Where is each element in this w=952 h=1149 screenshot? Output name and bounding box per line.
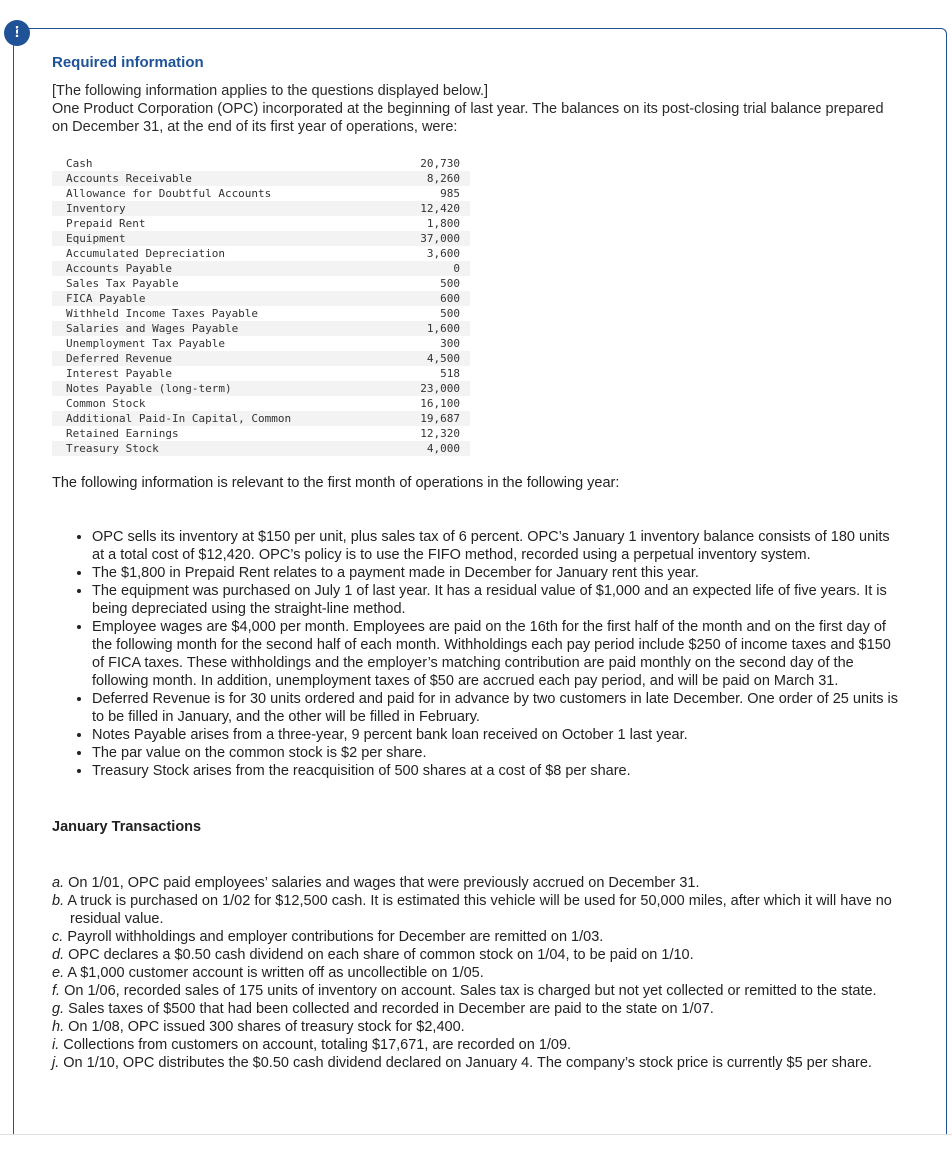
account-amount: 12,420	[396, 201, 470, 216]
list-item: • The $1,800 in Prepaid Rent relates to a payment made in December for January rent this year.	[92, 564, 902, 582]
transaction-letter: h.	[52, 1019, 65, 1035]
account-name: Allowance for Doubtful Accounts	[66, 187, 272, 200]
transaction-item	[52, 928, 902, 946]
table-row	[52, 171, 470, 186]
transaction-item	[52, 1054, 902, 1072]
transaction-text: On 1/10, OPC distributes the $0.50 cash dividend declared on January 4. The company’s stock price is currently $5 per share.	[63, 1055, 872, 1071]
transaction-text: Collections from customers on account, totaling $17,671, are recorded on 1/09.	[63, 1037, 572, 1053]
account-name: Notes Payable (long-term)	[52, 381, 396, 396]
account-name: Deferred Revenue	[52, 351, 396, 366]
table-row	[52, 231, 470, 246]
account-amount: 16,100	[420, 397, 460, 410]
table-row	[52, 441, 470, 456]
section-heading: January Transactions	[52, 819, 202, 835]
list-item: • The par value on the common stock is $2 per share.	[92, 744, 902, 762]
account-name: Treasury Stock	[52, 441, 396, 456]
transaction-letter: a.	[52, 875, 65, 891]
account-amount: 37,000	[396, 231, 470, 246]
account-name: Unemployment Tax Payable	[66, 337, 225, 350]
list-item: • Notes Payable arises from a three-year, 9 percent bank loan received on October 1 last year.	[92, 726, 902, 744]
divider	[0, 1134, 952, 1135]
transaction-letter: i.	[52, 1037, 60, 1053]
account-amount: 19,687	[396, 411, 470, 426]
table-row	[52, 261, 470, 276]
account-amount: 500	[440, 307, 460, 320]
account-amount: 23,000	[396, 381, 470, 396]
account-amount: 500	[440, 277, 460, 290]
transaction-letter: d.	[52, 947, 65, 963]
table-row	[52, 306, 470, 321]
transaction-text: Payroll withholdings and employer contributions for December are remitted on 1/03.	[67, 929, 604, 945]
transaction-letter: g.	[52, 1001, 65, 1017]
account-name: Accounts Payable	[52, 261, 396, 276]
transaction-letter: e.	[52, 965, 65, 981]
account-name: FICA Payable	[52, 291, 396, 306]
intro-description: One Product Corporation (OPC) incorporated at the beginning of last year. The balances on its post-closing trial balance prepared on December 31, at the end of its first year of operations, were:	[52, 101, 884, 135]
account-name: Prepaid Rent	[66, 217, 146, 230]
account-name: Sales Tax Payable	[66, 277, 179, 290]
transaction-text: Sales taxes of $500 that had been collected and recorded in December are paid to the state on 1/07.	[68, 1001, 714, 1017]
transaction-item	[52, 1000, 902, 1018]
transaction-text: On 1/08, OPC issued 300 shares of treasury stock for $2,400.	[68, 1019, 465, 1035]
account-amount: 4,500	[396, 351, 470, 366]
account-amount: 4,000	[396, 441, 470, 456]
table-row	[52, 366, 470, 381]
account-amount: 20,730	[420, 157, 460, 170]
transaction-letter: c.	[52, 929, 64, 945]
account-name: Withheld Income Taxes Payable	[66, 307, 259, 320]
account-amount: 8,260	[396, 171, 470, 186]
table-row	[52, 276, 470, 291]
list-item: • Employee wages are $4,000 per month. Employees are paid on the 16th for the first half of the month and on the first day of the following month for the second half of each month. Withholdings each pay period include $250 of income taxes and $150 of FICA taxes. These withholdings and the employer’s matching contribution are paid monthly on the second day of the following month. In addition, unemployment taxes of $50 are accrued each pay period, and will be paid on March 31.	[92, 618, 902, 690]
table-row	[52, 351, 470, 366]
table-row	[52, 381, 470, 396]
table-row	[52, 291, 470, 306]
account-amount: 518	[440, 367, 460, 380]
table-row	[52, 396, 470, 411]
alert-icon: !	[4, 20, 30, 46]
trial-balance-table	[52, 156, 470, 456]
account-amount: 12,320	[420, 427, 460, 440]
account-name: Inventory	[52, 201, 396, 216]
account-name: Retained Earnings	[66, 427, 179, 440]
list-item: • Treasury Stock arises from the reacquisition of 500 shares at a cost of $8 per share.	[92, 762, 902, 780]
account-name: Equipment	[52, 231, 396, 246]
transaction-item	[52, 1036, 902, 1054]
transaction-text: A truck is purchased on 1/02 for $12,500 cash. It is estimated this vehicle will be used for 50,000 miles, after which it will have no residual value.	[67, 893, 892, 927]
account-name: Cash	[66, 157, 93, 170]
relevant-info-text: The following information is relevant to the first month of operations in the following year:	[52, 475, 620, 491]
transaction-item	[52, 964, 902, 982]
transaction-text: On 1/01, OPC paid employees’ salaries and wages that were previously accrued on December 31.	[68, 875, 700, 891]
table-row	[52, 216, 470, 231]
account-amount: 985	[440, 187, 460, 200]
table-row	[52, 411, 470, 426]
table-row	[52, 321, 470, 336]
account-name: Salaries and Wages Payable	[52, 321, 396, 336]
table-row	[52, 186, 470, 201]
account-name: Additional Paid-In Capital, Common	[52, 411, 396, 426]
table-row	[52, 426, 470, 441]
account-name: Interest Payable	[66, 367, 172, 380]
list-item: • Deferred Revenue is for 30 units ordered and paid for in advance by two customers in late December. One order of 25 units is to be filled in January, and the other will be filled in February.	[92, 690, 902, 726]
transaction-list	[52, 874, 902, 1072]
table-row	[52, 156, 470, 171]
account-amount: 300	[440, 337, 460, 350]
intro	[52, 82, 902, 136]
account-name: Accumulated Depreciation	[66, 247, 225, 260]
account-amount: 3,600	[426, 247, 460, 260]
account-amount: 600	[396, 291, 470, 306]
transaction-text: On 1/06, recorded sales of 175 units of inventory on account. Sales tax is charged but not yet collected or remitted to the state.	[64, 983, 877, 999]
account-amount: 0	[396, 261, 470, 276]
transaction-item	[52, 946, 902, 964]
list-item: • OPC sells its inventory at $150 per unit, plus sales tax of 6 percent. OPC’s January 1 inventory balance consists of 180 units at a total cost of $12,420. OPC’s policy is to use the FIFO method, recorded using a perpetual inventory system.	[92, 528, 902, 564]
transaction-item	[52, 982, 902, 1000]
transaction-letter: b.	[52, 893, 65, 909]
transaction-letter: f.	[52, 983, 61, 999]
intro-note: [The following information applies to the questions displayed below.]	[52, 83, 489, 99]
account-amount: 1,800	[426, 217, 460, 230]
account-name: Accounts Receivable	[52, 171, 396, 186]
list-item: • The equipment was purchased on July 1 of last year. It has a residual value of $1,000 and an expected life of five years. It is being depreciated using the straight-line method.	[92, 582, 902, 618]
info-bullet-list	[52, 528, 902, 780]
transaction-item	[52, 1018, 902, 1036]
transaction-text: OPC declares a $0.50 cash dividend on each share of common stock on 1/04, to be paid on 1/10.	[68, 947, 694, 963]
account-name: Common Stock	[66, 397, 146, 410]
transaction-letter: j.	[52, 1055, 60, 1071]
transaction-item	[52, 892, 902, 928]
table-row	[52, 201, 470, 216]
account-amount: 1,600	[396, 321, 470, 336]
table-row	[52, 246, 470, 261]
page-title: Required information	[52, 54, 204, 71]
content	[52, 54, 902, 1072]
transaction-item	[52, 874, 902, 892]
table-row	[52, 336, 470, 351]
transaction-text: A $1,000 customer account is written off as uncollectible on 1/05.	[67, 965, 484, 981]
